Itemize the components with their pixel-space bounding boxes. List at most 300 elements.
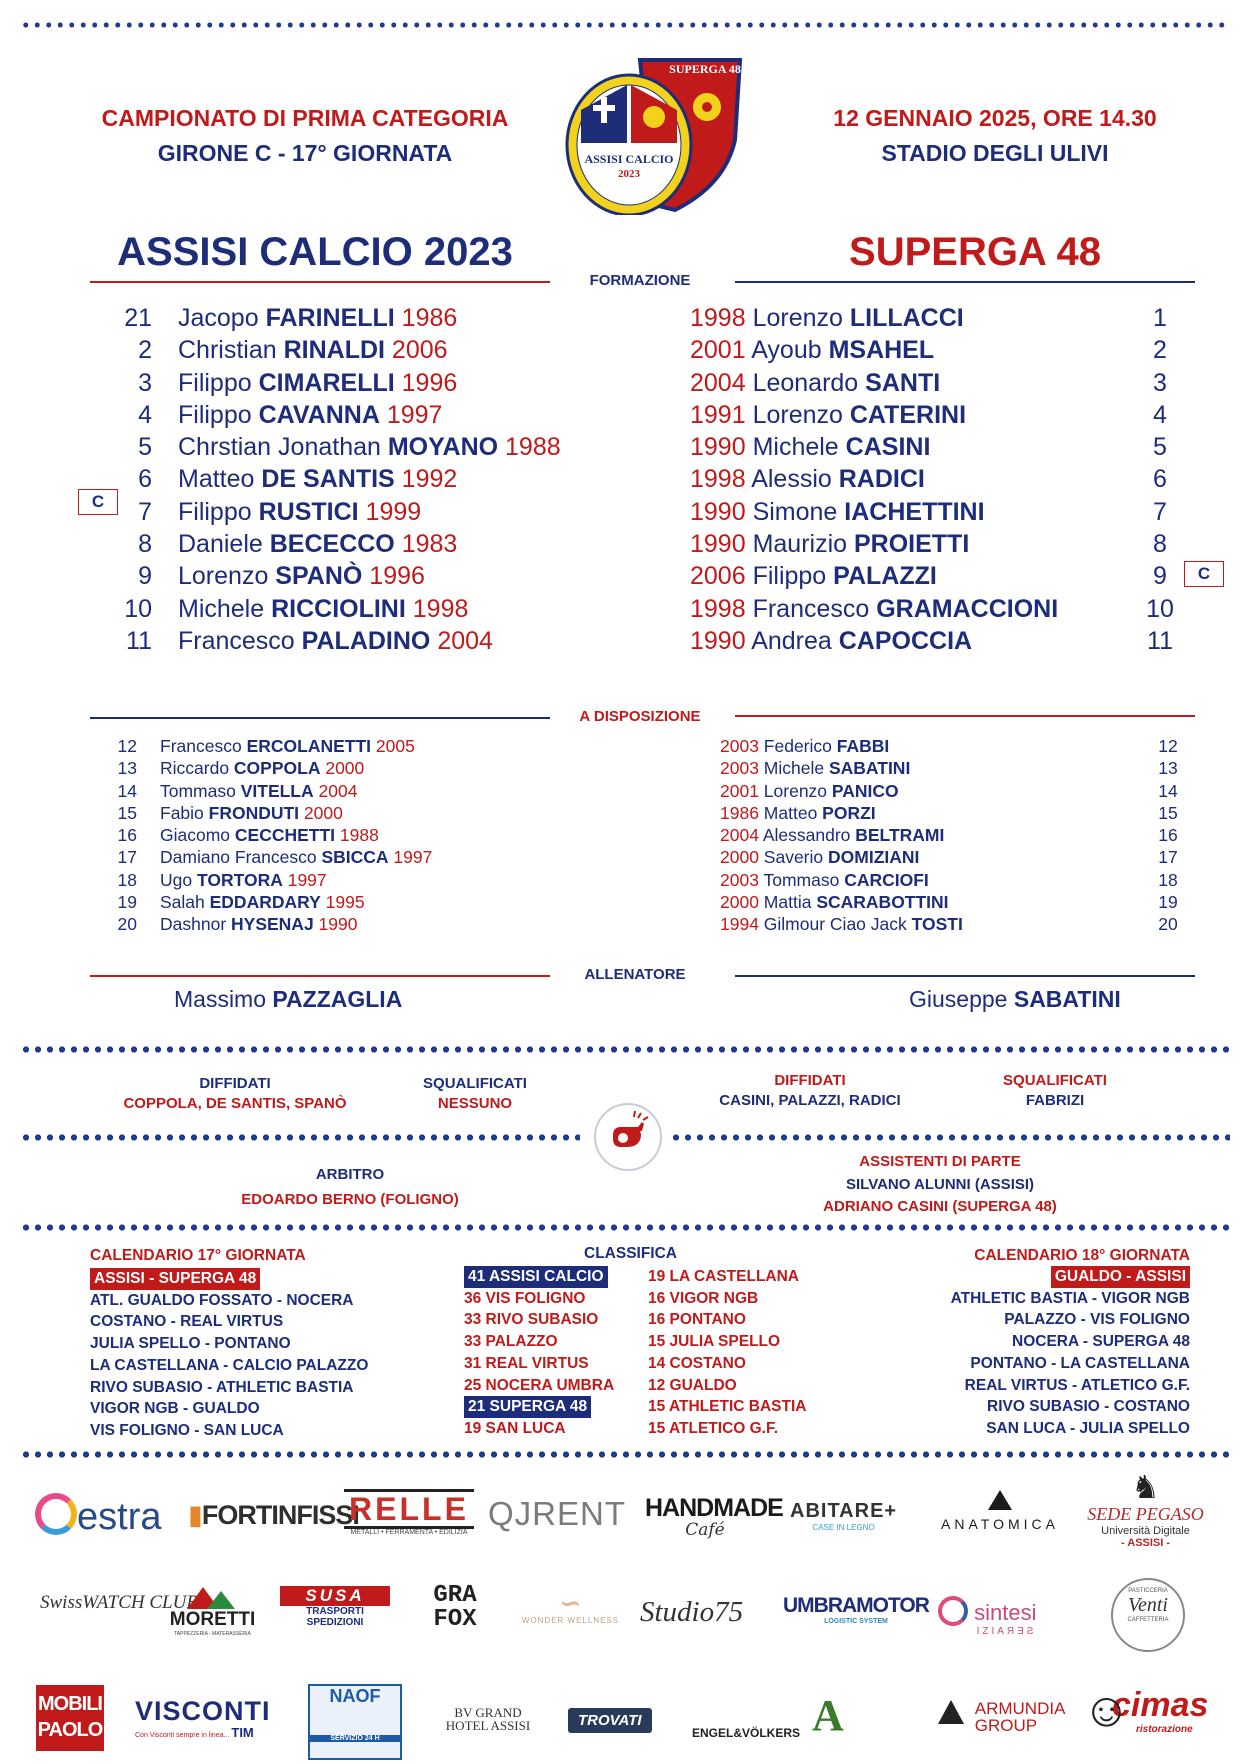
player-first-name: Federico [763, 736, 837, 756]
list-item: 33 PALAZZO [464, 1333, 558, 1351]
player-last-name: SBICCA [321, 847, 389, 868]
player-name [178, 334, 448, 366]
player-last-name: CECCHETTI [234, 825, 336, 846]
player-name [720, 757, 910, 779]
player-year: 2003 [720, 736, 764, 756]
sponsor-grafox: GRA FOX [433, 1582, 477, 1633]
player-last-name: PALADINO [301, 626, 431, 655]
player-number: 15 [1158, 802, 1178, 823]
player-name [160, 735, 415, 757]
player-year: 1992 [394, 465, 458, 494]
player-first-name: Mattia [763, 892, 817, 913]
list-item: RIVO SUBASIO - ATHLETIC BASTIA [90, 1378, 354, 1396]
dotted-divider-4 [20, 1451, 1230, 1458]
player-number: 14 [1158, 780, 1178, 801]
list-item: COSTANO - REAL VIRTUS [90, 1313, 284, 1331]
player-row [720, 913, 1178, 935]
player-name [160, 869, 327, 891]
player-row [720, 735, 1178, 757]
list-item: PONTANO - LA CASTELLANA [970, 1354, 1190, 1372]
player-first-name: Matteo [178, 465, 262, 494]
list-item: ATHLETIC BASTIA - VIGOR NGB [950, 1289, 1190, 1307]
player-number: 2 [1153, 336, 1167, 365]
player-name [690, 625, 972, 657]
player-row [720, 869, 1178, 891]
list-item [464, 1266, 614, 1288]
player-number: 5 [138, 433, 152, 462]
player-name [720, 891, 949, 913]
player-last-name: CIMARELLI [258, 368, 395, 397]
dotted-divider-1 [20, 1046, 1230, 1053]
player-row [690, 334, 1167, 366]
player-year: 2003 [720, 869, 764, 890]
player-last-name: LILLACCI [849, 304, 964, 332]
player-number: 16 [1158, 825, 1178, 846]
player-row [690, 367, 1167, 399]
player-year: 2004 [430, 626, 493, 655]
calendario17-title: CALENDARIO 17° GIORNATA [90, 1247, 306, 1264]
player-first-name: Lorenzo [752, 304, 850, 332]
player-year: 1990 [690, 497, 753, 526]
player-name [690, 367, 940, 399]
player-year: 2004 [690, 368, 753, 397]
player-last-name: SPANÒ [275, 562, 363, 591]
player-year: 1997 [282, 869, 327, 890]
player-first-name: Lorenzo [763, 780, 832, 801]
player-last-name: CARCIOFI [844, 869, 929, 890]
player-last-name: BELTRAMI [855, 825, 945, 846]
list-item: JULIA SPELLO - PONTANO [90, 1335, 291, 1353]
player-name [720, 780, 899, 802]
away-starters [690, 302, 1174, 657]
sintesi-loop-icon [938, 1596, 968, 1626]
list-item: 12 GUALDO [648, 1376, 737, 1394]
away-bench [720, 735, 1178, 936]
player-row [720, 846, 1178, 868]
highlight-item: GUALDO - ASSISI [1051, 1266, 1190, 1288]
player-last-name: ERCOLANETTI [246, 736, 372, 756]
player-first-name: Salah [160, 892, 210, 913]
player-name [720, 846, 919, 868]
player-first-name: Francesco [160, 736, 247, 756]
highlight-item: 41 ASSISI CALCIO [464, 1266, 608, 1288]
player-number: 14 [117, 780, 137, 801]
player-last-name: CASINI [845, 433, 931, 462]
player-number: 1 [1153, 304, 1167, 332]
list-item: 15 JULIA SPELLO [648, 1333, 781, 1351]
player-row [690, 528, 1167, 560]
logo-superga-text: SUPERGA 48 [669, 62, 741, 76]
home-bench-rule [90, 717, 550, 719]
player-year: 2004 [720, 825, 763, 846]
player-row [720, 802, 1178, 824]
player-year: 1996 [362, 562, 425, 591]
player-year: 2000 [720, 892, 764, 913]
player-number: 11 [1147, 626, 1173, 655]
sponsor-moretti: MORETTI TAPPEZZERIA - MATERASSERIA [165, 1585, 260, 1637]
player-year: 2006 [384, 336, 448, 365]
home-title-rule [90, 281, 550, 283]
player-number: 7 [1153, 497, 1167, 526]
home-diffidati: DIFFIDATI COPPOLA, DE SANTIS, SPANÒ [123, 1075, 347, 1112]
list-item [90, 1268, 368, 1290]
top-dotted-border [20, 22, 1230, 28]
away-diffidati: DIFFIDATI CASINI, PALAZZI, RADICI [719, 1072, 901, 1109]
player-first-name: Saverio [763, 847, 828, 868]
armundia-triangle-icon [938, 1700, 964, 1724]
player-first-name: Andrea [751, 626, 839, 655]
sponsor-sintesi: sintesi IZIAЯƎƧ [938, 1596, 1036, 1637]
sponsor-agricola: A [812, 1691, 844, 1740]
player-number: 16 [117, 825, 137, 846]
player-year: 1990 [690, 530, 753, 559]
coach-label: ALLENATORE [584, 966, 686, 983]
player-first-name: Daniele [178, 530, 270, 559]
player-name [160, 913, 357, 935]
list-item: NOCERA - SUPERGA 48 [1012, 1333, 1190, 1351]
calendario18-list [951, 1266, 1190, 1440]
player-name [690, 496, 985, 528]
list-item [464, 1396, 614, 1418]
player-number: 4 [1153, 400, 1167, 429]
bench-label: A DISPOSIZIONE [579, 708, 701, 725]
player-year: 2003 [720, 758, 764, 779]
player-row [690, 463, 1167, 495]
list-item: VIS FOLIGNO - SAN LUCA [90, 1421, 284, 1439]
sponsor-studio75: Studio75 [640, 1596, 744, 1628]
away-team-name: SUPERGA 48 [849, 230, 1101, 274]
player-row [690, 302, 1167, 334]
player-first-name: Francesco [752, 594, 877, 623]
dotted-divider-2-left [20, 1134, 580, 1141]
player-row [720, 824, 1178, 846]
player-first-name: Tommaso [763, 869, 845, 890]
player-number: 2 [138, 336, 152, 365]
player-last-name: RADICI [838, 465, 925, 494]
player-year: 1990 [690, 626, 752, 655]
calendario18-title: CALENDARIO 18° GIORNATA [974, 1247, 1190, 1264]
player-row [690, 625, 1173, 657]
player-name [178, 367, 457, 399]
player-last-name: PALAZZI [833, 562, 937, 591]
player-row [690, 431, 1167, 463]
player-first-name: Michele [763, 758, 829, 779]
list-item: 25 NOCERA UMBRA [464, 1376, 615, 1394]
player-number: 12 [1158, 736, 1178, 756]
player-last-name: DE SANTIS [261, 465, 395, 494]
sponsor-relle: RELLE METALLI • FERRAMENTA • EDILIZIA [344, 1489, 474, 1536]
player-year: 1997 [388, 847, 433, 868]
sponsor-abitare: ABITARE+ CASE IN LEGNO [790, 1500, 898, 1532]
player-name [160, 891, 365, 913]
player-row [720, 780, 1178, 802]
club-logo [565, 55, 745, 215]
sponsor-pegaso: ♞ SEDE PEGASO Università Digitale - ASSISI - [1078, 1470, 1213, 1549]
player-year: 2000 [720, 847, 764, 868]
sponsor-cimas: ☺ cimas ristorazione [1082, 1684, 1209, 1737]
player-first-name: Michele [178, 594, 272, 623]
player-year: 1995 [320, 892, 365, 913]
chef-icon: ☺ [1082, 1684, 1132, 1737]
player-number: 4 [138, 400, 152, 429]
sponsor-armundia: ARMUNDIA GROUP [938, 1700, 1071, 1734]
player-name [160, 802, 343, 824]
assistants: ASSISTENTI DI PARTE SILVANO ALUNNI (ASSISI) ADRIANO CASINI (SUPERGA 48) [823, 1153, 1057, 1215]
player-first-name: Simone [752, 497, 845, 526]
player-first-name: Riccardo [160, 758, 234, 779]
player-first-name: Tommaso [160, 780, 241, 801]
player-last-name: RINALDI [283, 336, 385, 365]
highlight-item: ASSISI - SUPERGA 48 [90, 1268, 260, 1290]
list-item [951, 1266, 1190, 1288]
player-first-name: Christian [178, 336, 284, 365]
player-row [690, 496, 1167, 528]
player-year: 1998 [690, 465, 752, 494]
player-year: 1998 [690, 594, 753, 623]
player-year: 1988 [335, 825, 379, 846]
list-item: SAN LUCA - JULIA SPELLO [986, 1419, 1190, 1437]
classifica-title: CLASSIFICA [584, 1245, 677, 1262]
player-name [690, 334, 934, 366]
player-number: 6 [1153, 465, 1167, 494]
list-item: 19 LA CASTELLANA [648, 1268, 799, 1285]
player-number: 20 [117, 914, 137, 935]
home-coach-rule [90, 975, 550, 977]
sponsor-handmade: HANDMADE Café [645, 1494, 783, 1540]
home-squalificati: SQUALIFICATI NESSUNO [423, 1075, 527, 1112]
player-last-name: HYSENAJ [231, 914, 314, 935]
player-number: 19 [117, 892, 137, 913]
player-name [160, 846, 432, 868]
home-coach: Massimo PAZZAGLIA [174, 986, 403, 1012]
sponsor-fortinfissi: ▮FORTINFISSI [188, 1500, 359, 1530]
player-number: 13 [117, 758, 137, 779]
sponsor-engel-volkers: ENGEL&VÖLKERS [692, 1726, 801, 1740]
pegaso-horse-icon: ♞ [1131, 1469, 1160, 1505]
player-year: 2005 [371, 736, 415, 756]
list-item: 15 ATHLETIC BASTIA [648, 1398, 807, 1416]
sponsor-venti: PASTICCERIA Venti CAFFETTERIA [1111, 1578, 1185, 1652]
player-first-name: Ugo [160, 869, 197, 890]
away-title-rule [735, 281, 1195, 283]
sponsor-estra: estra [35, 1493, 161, 1539]
list-item: PALAZZO - VIS FOLIGNO [1004, 1311, 1190, 1329]
player-name [690, 463, 925, 495]
formazione-label: FORMAZIONE [589, 272, 691, 289]
player-year: 2000 [320, 758, 365, 779]
player-year: 2004 [313, 780, 358, 801]
player-row [690, 560, 1167, 592]
player-name [690, 302, 964, 334]
player-number: 17 [117, 847, 137, 868]
sponsor-wonder-wellness: ∽ WONDER WELLNESS [521, 1588, 620, 1625]
player-number: 9 [138, 562, 152, 591]
player-first-name: Alessandro [762, 825, 856, 846]
player-last-name: CAVANNA [258, 400, 380, 429]
referee: ARBITRO EDOARDO BERNO (FOLIGNO) [241, 1166, 459, 1208]
player-name [178, 463, 457, 495]
stadium: STADIO DEGLI ULIVI [881, 140, 1109, 166]
player-name [720, 802, 876, 824]
player-first-name: Jacopo [178, 304, 266, 332]
player-year: 1988 [498, 433, 561, 462]
player-last-name: SABATINI [828, 758, 911, 779]
player-first-name: Dashnor [160, 914, 232, 935]
player-year: 1986 [720, 802, 764, 823]
player-last-name: CATERINI [849, 400, 967, 429]
player-last-name: EDDARDARY [209, 892, 321, 913]
player-name [178, 302, 457, 334]
player-number: 10 [1146, 594, 1174, 623]
player-year: 1999 [358, 497, 422, 526]
list-item: 14 COSTANO [648, 1354, 746, 1372]
player-name [690, 593, 1058, 625]
player-first-name: Chrstian Jonathan [178, 433, 388, 462]
player-last-name: FABBI [836, 736, 890, 756]
list-item: 33 RIVO SUBASIO [464, 1311, 599, 1329]
dotted-divider-2-right [670, 1134, 1230, 1141]
sponsor-swisswatch: SwissWATCH CLUB [40, 1592, 198, 1613]
player-year: 1983 [394, 530, 458, 559]
player-first-name: Damiano Francesco [160, 847, 322, 868]
player-number: 10 [124, 594, 152, 623]
player-year: 1990 [690, 433, 753, 462]
sponsor-umbramotor: UMBRAMOTOR LOGISTIC SYSTEM [783, 1594, 929, 1625]
player-name [720, 869, 929, 891]
player-first-name: Lorenzo [178, 562, 276, 591]
player-year: 1998 [690, 304, 753, 332]
player-first-name: Matteo [763, 802, 823, 823]
player-number: 19 [1158, 892, 1178, 913]
calendario17-list [90, 1268, 368, 1442]
player-row [690, 399, 1167, 431]
home-team-name: ASSISI CALCIO 2023 [117, 230, 513, 274]
list-item: LA CASTELLANA - CALCIO PALAZZO [90, 1356, 369, 1374]
list-item: REAL VIRTUS - ATLETICO G.F. [964, 1376, 1190, 1394]
player-number: 7 [138, 497, 152, 526]
away-bench-rule [735, 715, 1195, 717]
player-number: 5 [1153, 433, 1167, 462]
player-first-name: Francesco [178, 626, 302, 655]
player-name [720, 735, 889, 757]
list-item: VIGOR NGB - GUALDO [90, 1400, 260, 1418]
player-first-name: Fabio [160, 802, 209, 823]
player-name [160, 824, 379, 846]
player-last-name: IACHETTINI [844, 497, 985, 526]
player-name [720, 824, 944, 846]
player-name [178, 593, 468, 625]
player-last-name: SCARABOTTINI [816, 892, 949, 913]
moretti-mountain-icon [165, 1585, 260, 1609]
player-last-name: COPPOLA [233, 758, 321, 779]
highlight-item: 21 SUPERGA 48 [464, 1396, 591, 1418]
player-number: 6 [138, 465, 152, 494]
player-first-name: Filippo [752, 562, 834, 591]
player-name [720, 913, 963, 935]
player-year: 1991 [690, 400, 753, 429]
player-name [690, 528, 969, 560]
player-year: 2006 [690, 562, 753, 591]
player-row [720, 757, 1178, 779]
estra-ring-icon [35, 1493, 77, 1535]
player-year: 1998 [405, 594, 469, 623]
player-last-name: GRAMACCIONI [876, 594, 1059, 623]
list-item: 16 PONTANO [648, 1311, 746, 1329]
player-last-name: FRONDUTI [208, 802, 300, 823]
sponsor-susa: SUSA TRASPORTI SPEDIZIONI [280, 1586, 390, 1628]
player-last-name: FARINELLI [265, 304, 395, 332]
sponsor-naof: NAOF SERVIZIO 24 H [308, 1684, 402, 1760]
sponsor-trovati: TROVATI [568, 1708, 652, 1733]
player-last-name: PROIETTI [853, 530, 970, 559]
player-last-name: RUSTICI [258, 497, 359, 526]
player-last-name: VITELLA [240, 780, 314, 801]
player-first-name: Maurizio [752, 530, 854, 559]
player-first-name: Giacomo [160, 825, 235, 846]
player-last-name: PANICO [831, 780, 899, 801]
player-name [160, 757, 364, 779]
player-number: 18 [1158, 869, 1178, 890]
player-number: 8 [1153, 530, 1167, 559]
player-first-name: Filippo [178, 400, 259, 429]
player-year: 2001 [720, 780, 764, 801]
player-first-name: Filippo [178, 497, 259, 526]
logo-year-text: 2023 [618, 168, 640, 180]
player-name [178, 528, 457, 560]
player-name [178, 496, 421, 528]
away-coach: Giuseppe SABATINI [909, 986, 1121, 1012]
player-number: 3 [138, 368, 152, 397]
player-number: 13 [1158, 758, 1178, 779]
player-year: 1997 [379, 400, 443, 429]
player-row [720, 891, 1178, 913]
player-number: 12 [117, 736, 137, 756]
player-last-name: PORZI [822, 802, 876, 823]
player-last-name: TOSTI [911, 914, 963, 935]
sponsor-grand-hotel: BV GRAND HOTEL ASSISI [445, 1705, 531, 1733]
player-first-name: Alessio [751, 465, 839, 494]
sponsor-mobili-paolo: MOBILI PAOLO [36, 1685, 104, 1751]
player-first-name: Michele [752, 433, 846, 462]
player-number: 11 [126, 626, 152, 655]
player-year: 1996 [394, 368, 458, 397]
player-name [178, 399, 442, 431]
player-number: 8 [138, 530, 152, 559]
list-item: 15 ATLETICO G.F. [648, 1419, 779, 1437]
list-item: 19 SAN LUCA [464, 1419, 566, 1437]
player-name [160, 780, 357, 802]
sponsor-anatomica: ANATOMICA [935, 1490, 1065, 1532]
player-last-name: DOMIZIANI [828, 847, 920, 868]
player-year: 2001 [690, 336, 752, 365]
list-item: 31 REAL VIRTUS [464, 1354, 589, 1372]
classifica-col1 [464, 1266, 614, 1440]
player-name [178, 625, 493, 657]
sponsor-qjrent: QJRENT [488, 1495, 626, 1532]
player-number: 20 [1158, 914, 1178, 935]
logo-assisi-text: ASSISI CALCIO [584, 152, 674, 166]
player-row [690, 593, 1174, 625]
player-year: 1990 [313, 914, 358, 935]
championship-title: CAMPIONATO DI PRIMA CATEGORIA [101, 105, 509, 131]
player-name [178, 431, 561, 463]
player-year: 1994 [720, 914, 764, 935]
player-first-name: Gilmour Ciao Jack [763, 914, 912, 935]
player-first-name: Filippo [178, 368, 259, 397]
list-item: 36 VIS FOLIGNO [464, 1289, 586, 1307]
player-last-name: TORTORA [196, 869, 283, 890]
anatomica-triangle-icon [988, 1490, 1012, 1510]
